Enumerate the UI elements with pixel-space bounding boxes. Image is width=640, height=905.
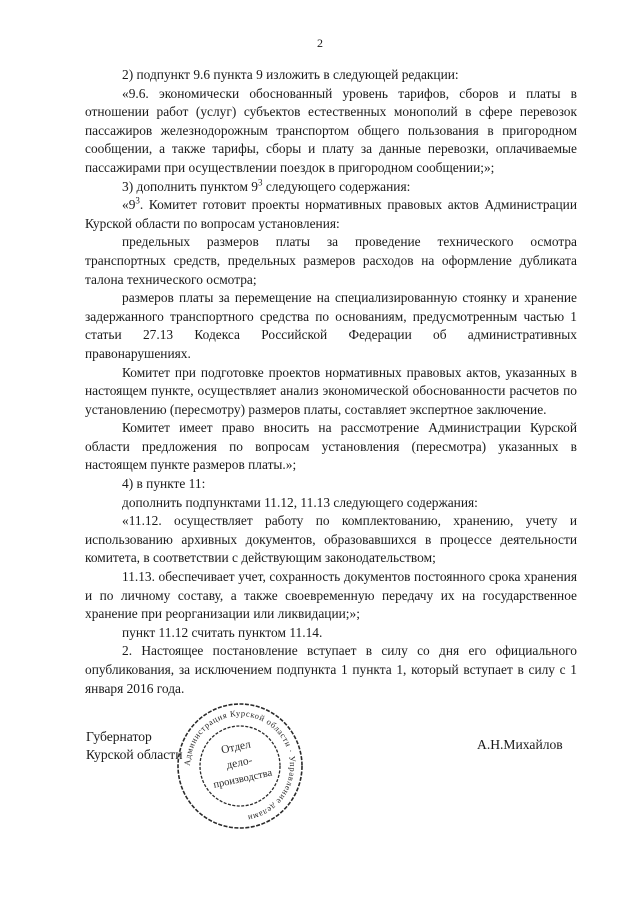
paragraph-5: предельных размеров платы за проведение технического осмотра транспортных средств, предельных размеров расходов на оформление дубликата талона технического осмотра;: [85, 234, 577, 287]
paragraph-13: пункт 11.12 считать пунктом 11.14.: [122, 624, 323, 640]
signatory-title: [86, 728, 183, 764]
signatory-name: А.Н.Михайлов: [477, 737, 563, 752]
paragraph-6: размеров платы за перемещение на специализированную стоянку и хранение задержанного транспортного средства по основаниям, предусмотренным частью 1 статьи 27.13 Кодекса Российской Федерации об административных правонарушениях.: [85, 290, 577, 361]
paragraph-10: дополнить подпунктами 11.12, 11.13 следующего содержания:: [122, 494, 478, 510]
stamp-center-line1: Отдел: [220, 738, 252, 757]
page-number: 2: [317, 36, 323, 50]
office-stamp: [174, 700, 306, 832]
signatory-title-line1: Губернатор: [86, 729, 152, 744]
paragraph-3: 3) дополнить пунктом $9^3$ следующего содержания:: [122, 177, 411, 194]
stamp-center-line3: производства: [212, 767, 274, 791]
paragraph-12: 11.13. обеспечивает учет, сохранность документов постоянного срока хранения и по личному составу, а также своевременную передачу их на государственное хранение при реорганизации или ликвидации;»;: [85, 569, 577, 622]
stamp-center-line2: дело-: [225, 754, 254, 772]
document-body: [85, 66, 577, 698]
paragraph-7: Комитет при подготовке проектов нормативных правовых актов, указанных в настоящем пункте, осуществляет анализ экономической обоснованности расчетов по установлению (пересмотру) размеров платы, составляет экспертное заключение.: [85, 364, 577, 417]
paragraph-9: 4) в пункте 11:: [122, 476, 206, 492]
signatory-title-line2: Курской области: [86, 747, 183, 762]
paragraph-2: «9.6. экономически обоснованный уровень тарифов, сборов и платы в отношении работ (услуг) субъектов естественных монополий в сфере перевозок пассажиров железнодорожным транспортом общего пользования в пригородном сообщении, а также тарифы, сборы и плату за данные перевозки, оплачиваемые пассажирами при осуществлении поездок в пригородном сообщении;»;: [85, 85, 577, 175]
stamp-ring-text: Администрация Курской области · Управление делами: [181, 707, 299, 824]
paragraph-1: 2) подпункт 9.6 пункта 9 изложить в следующей редакции:: [122, 67, 459, 82]
paragraph-11: «11.12. осуществляет работу по комплектованию, хранению, учету и использованию архивных документов, образовавшихся в процессе деятельности комитета, в соответствии с действующим законодательством;: [85, 513, 577, 566]
paragraph-14: 2. Настоящее постановление вступает в силу со дня его официального опубликования, за исключением подпункта 1 пункта 1, который вступает в силу с 1 января 2016 года.: [85, 643, 577, 696]
paragraph-8: Комитет имеет право вносить на рассмотрение Администрации Курской области предложения по вопросам установления (пересмотра) указанных в настоящем пункте размеров платы.»;: [85, 420, 577, 473]
paragraph-4: «$9^3$. Комитет готовит проекты нормативных правовых актов Администрации Курской области по вопросам установления:: [85, 195, 577, 231]
